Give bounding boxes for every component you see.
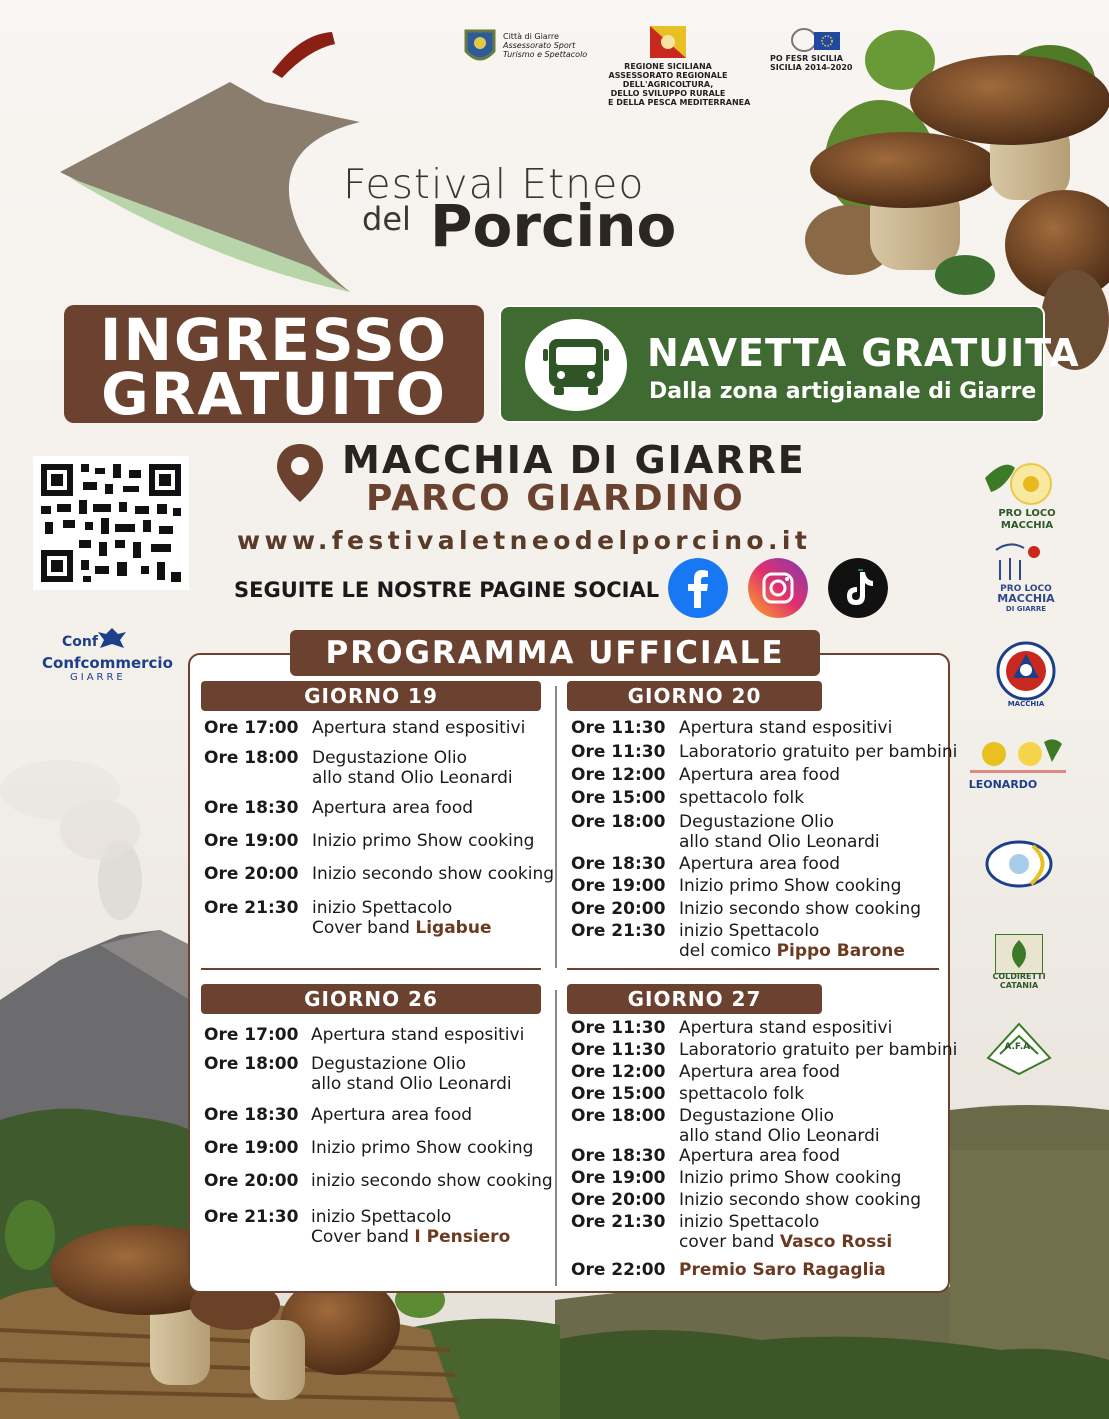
event-description bbox=[679, 765, 840, 785]
event-description bbox=[312, 798, 473, 818]
event-description bbox=[679, 718, 892, 738]
event-description-line1: Degustazione Olio bbox=[679, 1106, 834, 1126]
event-time: Ore 12:00 bbox=[571, 1062, 666, 1082]
event-description-line1: Inizio secondo show cooking bbox=[679, 899, 922, 919]
event-description bbox=[311, 1054, 512, 1094]
event-time: Ore 12:00 bbox=[571, 765, 666, 785]
event-description-line1: Inizio secondo show cooking bbox=[312, 864, 555, 884]
location-line2: PARCO GIARDINO bbox=[366, 478, 745, 519]
qr-code[interactable] bbox=[33, 456, 189, 590]
event-description-line1: Inizio primo Show cooking bbox=[311, 1138, 534, 1158]
pro-loco-macchia-logo-icon bbox=[985, 458, 1061, 508]
event-description bbox=[679, 1168, 901, 1188]
event-description-line2: allo stand Olio Leonardi bbox=[311, 1074, 512, 1094]
event-description-line1: Apertura area food bbox=[679, 854, 841, 874]
event-description bbox=[311, 1171, 553, 1191]
event-time: Ore 18:00 bbox=[571, 812, 666, 832]
event-description bbox=[679, 1084, 804, 1104]
event-time: Ore 18:00 bbox=[204, 1054, 299, 1074]
day-26-header: GIORNO 26 bbox=[201, 984, 541, 1014]
event-description-line1: inizio secondo show cooking bbox=[311, 1171, 553, 1191]
event-time: Ore 21:30 bbox=[204, 898, 299, 918]
event-description-line2: Cover band Ligabue bbox=[312, 918, 492, 938]
location-pin-icon bbox=[274, 442, 326, 504]
free-entry-line1: INGRESSO bbox=[99, 306, 449, 374]
event-time: Ore 19:00 bbox=[204, 1138, 299, 1158]
regione-sponsor-text: REGIONE SICILIANA ASSESSORATO REGIONALE DELL'AGRICOLTURA, DELLO SVILUPPO RURALE E DELLA PESCA MEDITERRANEA bbox=[608, 62, 751, 107]
event-description-line1: Apertura area food bbox=[679, 1146, 841, 1166]
event-description-line1: Apertura area food bbox=[679, 1062, 841, 1082]
program-title: PROGRAMMA UFFICIALE bbox=[290, 630, 820, 676]
bus-icon-circle bbox=[525, 319, 627, 411]
festival-title-del: del bbox=[362, 200, 411, 238]
event-time: Ore 20:00 bbox=[571, 899, 666, 919]
giarre-crest-icon bbox=[462, 25, 498, 67]
event-time: Ore 20:00 bbox=[204, 864, 299, 884]
event-description-line1: Apertura stand espositivi bbox=[679, 1018, 893, 1038]
event-time: Ore 17:00 bbox=[204, 1025, 299, 1045]
pro-loco-giarre-logo-icon bbox=[990, 540, 1046, 584]
fesr-sponsor-text: PO FESR SICILIA SICILIA 2014-2020 bbox=[770, 54, 853, 72]
location-line1: MACCHIA DI GIARRE bbox=[342, 438, 806, 482]
pro-loco-macchia-text: PRO LOCO MACCHIA bbox=[998, 508, 1056, 531]
event-description-line1: Laboratorio gratuito per bambini bbox=[679, 742, 958, 762]
event-description-line1: spettacolo folk bbox=[679, 788, 805, 808]
event-highlight: Pippo Barone bbox=[776, 941, 905, 961]
column-divider bbox=[555, 990, 557, 1286]
event-description-line2: cover band Vasco Rossi bbox=[679, 1232, 893, 1252]
event-time: Ore 11:30 bbox=[571, 718, 666, 738]
event-description bbox=[679, 812, 880, 852]
event-description bbox=[679, 1260, 886, 1280]
event-description bbox=[312, 898, 491, 938]
event-description-line2: allo stand Olio Leonardi bbox=[679, 1126, 880, 1146]
event-time: Ore 18:00 bbox=[204, 748, 299, 768]
event-description-line2: Cover band I Pensiero bbox=[311, 1227, 511, 1247]
event-description-line1: Apertura stand espositivi bbox=[679, 718, 893, 738]
instagram-icon[interactable] bbox=[748, 558, 808, 618]
event-description bbox=[311, 1105, 472, 1125]
event-highlight: Vasco Rossi bbox=[779, 1232, 893, 1252]
event-description-line1: Apertura stand espositivi bbox=[312, 718, 526, 738]
event-description bbox=[679, 1040, 957, 1060]
free-entry-banner bbox=[64, 305, 484, 428]
afa-text: A.F.A. bbox=[1004, 1042, 1034, 1052]
event-time: Ore 15:00 bbox=[571, 788, 666, 808]
event-description-line1: inizio Spettacolo bbox=[679, 921, 820, 941]
coldiretti-logo-icon bbox=[995, 934, 1043, 974]
event-time: Ore 21:30 bbox=[571, 1212, 666, 1232]
festival-title-porcino: Porcino bbox=[430, 192, 677, 260]
event-description bbox=[679, 788, 804, 808]
event-description bbox=[679, 1146, 840, 1166]
event-time: Ore 18:30 bbox=[571, 1146, 666, 1166]
event-time: Ore 22:00 bbox=[571, 1260, 666, 1280]
leonardo-logo-icon bbox=[970, 738, 1066, 782]
shuttle-title: NAVETTA GRATUITA bbox=[647, 331, 1080, 375]
website-link[interactable]: www.festivaletneodelporcino.it bbox=[237, 526, 812, 555]
event-description bbox=[311, 1025, 524, 1045]
event-description bbox=[679, 854, 840, 874]
event-time: Ore 20:00 bbox=[571, 1190, 666, 1210]
event-time: Ore 21:30 bbox=[204, 1207, 299, 1227]
event-description bbox=[679, 1062, 840, 1082]
event-time: Ore 18:30 bbox=[571, 854, 666, 874]
event-description-line1: inizio Spettacolo bbox=[679, 1212, 820, 1232]
event-time: Ore 11:30 bbox=[571, 1018, 666, 1038]
event-highlight: Ligabue bbox=[415, 918, 492, 938]
day-20-header: GIORNO 20 bbox=[567, 681, 822, 711]
eu-flag-icon bbox=[790, 26, 842, 54]
bus-icon bbox=[525, 319, 627, 411]
coldiretti-text: COLDIRETTI CATANIA bbox=[992, 972, 1046, 990]
event-description-line1: Inizio primo Show cooking bbox=[679, 1168, 902, 1188]
event-description-line1: Degustazione Olio bbox=[679, 812, 834, 832]
event-time: Ore 21:30 bbox=[571, 921, 666, 941]
event-description-line2: del comico Pippo Barone bbox=[679, 941, 905, 961]
social-label: SEGUITE LE NOSTRE PAGINE SOCIAL bbox=[234, 578, 660, 602]
event-description bbox=[679, 1106, 880, 1146]
event-description bbox=[679, 876, 901, 896]
event-description bbox=[679, 921, 905, 961]
free-entry-line2: GRATUITO bbox=[101, 360, 447, 428]
column-divider bbox=[555, 686, 557, 968]
festival-logo-icon bbox=[60, 22, 370, 302]
event-description bbox=[312, 718, 525, 738]
event-description bbox=[679, 1018, 892, 1038]
event-description-line1: Inizio primo Show cooking bbox=[679, 876, 902, 896]
row-divider bbox=[201, 968, 541, 970]
event-time: Ore 20:00 bbox=[204, 1171, 299, 1191]
facebook-icon[interactable] bbox=[668, 558, 728, 618]
event-description bbox=[679, 899, 921, 919]
event-description-line1: Laboratorio gratuito per bambini bbox=[679, 1040, 958, 1060]
tiktok-icon[interactable] bbox=[828, 558, 888, 618]
event-description-line1: spettacolo folk bbox=[679, 1084, 805, 1104]
event-time: Ore 15:00 bbox=[571, 1084, 666, 1104]
shuttle-subtitle: Dalla zona artigianale di Giarre bbox=[649, 379, 1037, 404]
event-time: Ore 17:00 bbox=[204, 718, 299, 738]
association-logo-icon bbox=[983, 838, 1055, 890]
event-time: Ore 18:00 bbox=[571, 1106, 666, 1126]
event-description-line1: Apertura area food bbox=[311, 1105, 473, 1125]
event-description-line1: Apertura area food bbox=[679, 765, 841, 785]
pro-loco-giarre-text: PRO LOCO MACCHIA DI GIARRE bbox=[997, 584, 1055, 613]
event-description-line2: allo stand Olio Leonardi bbox=[679, 832, 880, 852]
event-description bbox=[679, 1190, 921, 1210]
event-description-line1: Degustazione Olio bbox=[311, 1054, 466, 1074]
row-divider bbox=[567, 968, 939, 970]
event-description bbox=[679, 1212, 892, 1252]
protezione-civile-logo-icon bbox=[995, 640, 1057, 702]
event-time: Ore 11:30 bbox=[571, 742, 666, 762]
event-description bbox=[311, 1138, 533, 1158]
event-time: Ore 18:30 bbox=[204, 1105, 299, 1125]
day-19-header: GIORNO 19 bbox=[201, 681, 541, 711]
event-description bbox=[312, 864, 554, 884]
free-shuttle-banner bbox=[499, 305, 1080, 423]
protezione-civile-text: MACCHIA bbox=[1007, 700, 1045, 708]
event-highlight: I Pensiero bbox=[414, 1227, 511, 1247]
day-27-header: GIORNO 27 bbox=[567, 984, 822, 1014]
eagle-icon bbox=[96, 626, 128, 652]
event-description bbox=[311, 1207, 510, 1247]
event-description-line1: Inizio primo Show cooking bbox=[312, 831, 535, 851]
leonardo-text: LEONARDO bbox=[968, 778, 1038, 791]
comune-sponsor-text: Città di Giarre Assessorato Sport Turismo e Spettacolo bbox=[503, 32, 588, 59]
event-description-line1: inizio Spettacolo bbox=[312, 898, 453, 918]
event-description-line1: Apertura area food bbox=[312, 798, 474, 818]
event-description bbox=[312, 748, 513, 788]
event-time: Ore 19:00 bbox=[571, 876, 666, 896]
event-time: Ore 19:00 bbox=[204, 831, 299, 851]
festival-title-line1: Festival Etneo bbox=[343, 160, 645, 208]
event-description bbox=[679, 742, 957, 762]
event-time: Ore 11:30 bbox=[571, 1040, 666, 1060]
event-time: Ore 18:30 bbox=[204, 798, 299, 818]
event-description-line1: inizio Spettacolo bbox=[311, 1207, 452, 1227]
event-description-line1: Apertura stand espositivi bbox=[311, 1025, 525, 1045]
event-description-line1: Degustazione Olio bbox=[312, 748, 467, 768]
event-highlight: Premio Saro Ragaglia bbox=[679, 1260, 886, 1280]
regione-sicilia-icon bbox=[648, 24, 688, 60]
event-time: Ore 19:00 bbox=[571, 1168, 666, 1188]
event-description bbox=[312, 831, 534, 851]
event-description-line2: allo stand Olio Leonardi bbox=[312, 768, 513, 788]
event-description-line1: Inizio secondo show cooking bbox=[679, 1190, 922, 1210]
